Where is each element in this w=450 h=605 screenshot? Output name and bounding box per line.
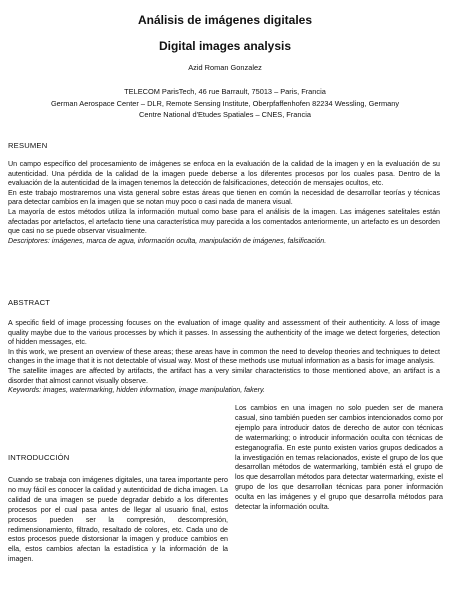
intro-right-paragraph: Los cambios en una imagen no solo pueden ser de manera casual, sino también pueden ser cambios intencionados como por ejemplo para introducir datos de derecho de autor con técnicas de watermarking; o introducir información oculta con técnicas de esteganografía. En este punto existen varios grupos dedicados a la investigación en temas relacionados, existe el grupo de los que desarrollan métodos de watermarking, también está el grupo de los que desarrollan métodos para detectar watermarking, existe el grupo de los que desarrollan técnicas para poner información oculta en las imágenes y el grupo que desarrolla métodos para detectar la información oculta. <box>235 404 443 512</box>
affiliation-cnes: Centre National d'Etudes Spatiales – CNES, Francia <box>139 110 311 119</box>
resumen-paragraph: En este trabajo mostraremos una vista general sobre estas áreas que tienen en común la necesidad de desarrollar teorías y técnicas para detectar cambios en la imagen que se notan muy poco o casi nada de manera visual. <box>8 188 440 207</box>
intro-left-column <box>8 476 228 565</box>
abstract-paragraph: In this work, we present an overview of these areas; these areas have in common the need to develop theories and techniques to detect changes in the image that it is not detectable of visual way. Most of these methods use mutual information as a basis for image analysis. <box>8 347 440 366</box>
affiliation-telecom: TELECOM ParisTech, 46 rue Barrault, 75013 – Paris, Francia <box>124 87 326 96</box>
resumen-paragraph: Un campo específico del procesamiento de imágenes se enfoca en la evaluación de la calidad de la imagen y en la evaluación de su autenticidad. Una pérdida de la calidad de la imagen puede deberse a los diferentes procesos por los cuales pasa. Dentro de la evaluación de la autenticidad de la imagen tenemos la detección de falsificaciones, detección de mensajes ocultos, etc. <box>8 160 440 188</box>
intro-heading: INTRODUCCIÓN <box>8 453 70 462</box>
title-spanish: Análisis de imágenes digitales <box>137 13 313 27</box>
author-name: Azid Roman Gonzalez <box>188 63 262 72</box>
abstract-keywords: Keywords: images, watermarking, hidden information, image manipulation, fakery. <box>8 386 265 395</box>
affiliations <box>0 86 450 121</box>
intro-left-paragraph: Cuando se trabaja con imágenes digitales, una tarea importante pero no muy fácil es conocer la calidad y autenticidad de dicha imagen. La calidad de una imagen se puede degradar debido a los diferentes procesos por el cual pasa antes de llegar al usuario final, estos procesos pueden ser la compresión, descompresión, redimensionamiento, filtrado, resaltado de colores, etc. Cada uno de estos procesos puede distorsionar la imagen y produce cambios en ella, estos cambios afectan la estadística y la información de la imagen. <box>8 476 228 564</box>
resumen-body <box>8 160 440 246</box>
intro-right-column <box>235 404 443 513</box>
resumen-keywords: Descriptores: imágenes, marca de agua, información oculta, manipulación de imágenes, falsificación. <box>8 236 327 245</box>
resumen-heading: RESUMEN <box>8 141 48 150</box>
resumen-paragraph: La mayoría de estos métodos utiliza la información mutual como base para el análisis de la imagen. Las imágenes satelitales están afectadas por artefactos, el artefacto tiene una característica muy parecida a los comentados anteriormente, un artefacto es un desorden que casi no se puede observar visualmente. <box>8 207 440 236</box>
affiliation-dlr: German Aerospace Center – DLR, Remote Sensing Institute, Oberpfaffenhofen 82234 Wessling, Germany <box>50 98 400 108</box>
abstract-paragraph: A specific field of image processing focuses on the evaluation of image quality and assessment of their authenticity. A loss of image quality maybe due to the various processes by which it passes. In assessing the authenticity of the image we detect forgeries, detection of hidden messages, etc. <box>8 319 440 347</box>
abstract-body <box>8 319 440 396</box>
title-english: Digital images analysis <box>158 39 292 53</box>
abstract-heading: ABSTRACT <box>8 298 51 307</box>
abstract-paragraph: The satellite images are affected by artifacts, the artifact has a very similar characteristics to those mentioned above, an artifact is a disorder that almost cannot visually observe. <box>8 366 440 385</box>
